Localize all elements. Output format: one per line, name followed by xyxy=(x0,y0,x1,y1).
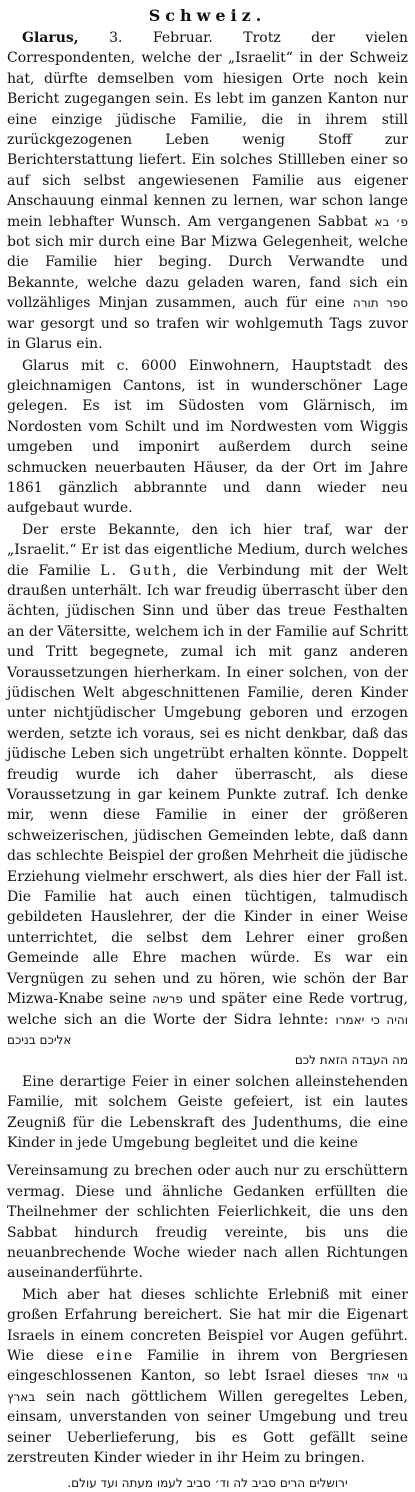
paragraph-5-text-c: sein nach göttlichem Willen geregeltes Leben, einsam, unverstanden von seiner Umgebung und treu seiner Ueberlieferung, bis es Gott gefällt seine zerstreuten Kinder wieder in ihr Heim zu bringen. xyxy=(7,1388,408,1467)
section-heading: Schweiz. xyxy=(148,6,267,25)
hebrew-word-parasha: פרשה xyxy=(152,992,183,1007)
closing-hebrew-verse: ירושלים הרים סביב לה וד׳ סביב לעמו מעתה ועד עולם. xyxy=(67,1476,348,1491)
paragraph-5-text-b: Familie in ihrem von Bergriesen eingeschlossenen Kanton, so lebt Israel dieses xyxy=(7,1348,408,1385)
paragraph-5 xyxy=(7,1285,408,1469)
paragraph-4: Eine derartige Feier in einer solchen alleinstehenden Familie, mit solchem Geiste gefeiert, ist ein lautes Zeugniß für die Lebenskraft des Judenthums, die eine Kinder in jede Umgebung begleitet und die keine xyxy=(7,1073,408,1151)
paragraph-3-text-c: und später eine Rede vortrug, welche sich an die Worte der Sidra lehnte: xyxy=(7,991,408,1028)
paragraph-3 xyxy=(7,520,408,1071)
paragraph-3-text-b: , die Verbindung mit der Welt draußen unterhält. Ich war freudig überrascht über den ächten, jüdischen Sinn und über das treue Festhalten an der Vätersitte, welchem ich in der Familie auf Schritt und Tritt begegnete, zumal ich mit ganz anderen Voraussetzungen hierherkam. In einer solchen, von der jüdischen Welt abgeschnittenen Familie, deren Kinder unter nichtjüdischer Umgebung geboren und erzogen werden, setzte ich voraus, sei es nicht denkbar, daß das jüdische Leben sich ungetrübt erhalten könnte. Doppelt freudig wurde ich daher überrascht, als diese Voraussetzung in gar keinem Punkte zutraf. Ich denke mir, wenn diese Familie in einer der größeren schweizerischen, jüdischen Gemeinden lebte, daß dann das schlechte Beispiel der großen Mehrheit die jüdische Erziehung vielmehr erschwert, als dies hier der Fall ist. Die Familie hat auch einen tüchtigen, talmudisch gebildeten Hauslehrer, der die Kinder in einer Weise unterrichtet, die selbst dem Lehrer einer großen Gemeinde alle Ehre machen würde. Es war ein Vergnügen zu sehen und zu hören, wie schön der Bar Mizwa-Knabe seine xyxy=(7,562,408,1008)
paragraph-1 xyxy=(7,28,408,355)
paragraph-1-text-a: 3. Februar. Trotz der vielen Correspondenten, welche der „Israelit“ in der Schweiz hat, dürfte demselben vom hiesigen Orte noch kein Bericht zugegangen sein. Es lebt im ganzen Kanton nur eine einzige jüdische Familie, die in ihrem still zurückgezogenen Leben wenig Stoff zur Berichterstattung liefert. Ein solches Stillleben einer so auf sich selbst angewiesenen Familie aus eigener Anschauung einmal kennen zu lernen, war schon lange mein lebhafter Wunsch. Am vergangenen Sabbat xyxy=(7,30,408,230)
dateline-place: Glarus, xyxy=(22,30,79,46)
hebrew-phrase-goy-echad: גוי אחד בארץ xyxy=(7,1369,409,1404)
hebrew-phrase-parsha: פ׳ בא xyxy=(374,214,408,229)
hebrew-quote-line-1: והיה כי יאמרו אליכם בניכם xyxy=(7,1012,408,1047)
hebrew-quote-line-2: מה העבדה הזאת לכם xyxy=(294,1053,408,1068)
paragraph-4-continued: Vereinsamung zu brechen oder auch nur zu erschüttern vermag. Diese und ähnliche Gedanken erfüllten die Theilnehmer der schlichten Feierlichkeit, die uns den Sabbat hindurch freudig vereinte, bis uns die neuanbrechende Woche wieder nach allen Richtungen auseinanderführte. xyxy=(7,1163,408,1282)
family-name: L. Guth xyxy=(100,562,173,579)
paragraph-1-text-b: bot sich mir durch eine Bar Mizwa Gelegenheit, welche die Familie hier beging. Durch Verwandte und Bekannte, welche dazu geladen waren, fand sich ein vollzähliges Minjan zusammen, auch für eine xyxy=(7,234,408,312)
paragraph-5-text-a: Mich aber hat dieses schlichte Erlebniß mit einer großen Erfahrung bereichert. Sie hat mir die Eigenart Israels in einem concreten Beispiel vor Augen geführt. Wie diese xyxy=(7,1286,408,1364)
paragraph-3-text-a: Der erste Bekannte, den ich hier traf, war der „Israelit.“ Er ist das eigentliche Medium, durch welches die Familie xyxy=(7,521,408,579)
paragraph-1-text-c: war gesorgt und so trafen wir wohlgemuth Tags zuvor in Glarus ein. xyxy=(7,315,408,353)
paragraph-2: Glarus mit c. 6000 Einwohnern, Hauptstadt des gleichnamigen Cantons, ist in wunderschöner Lage gelegen. Es ist im Südosten vom Glärnisch, im Nordosten vom Schilt und im Nordwesten vom Wiggis umgeben und imponirt außerdem durch seine schmucken neuerbauten Häuser, da der Ort im Jahre 1861 gänzlich abbrannte und dann wieder neu aufgebaut wurde. xyxy=(7,357,408,517)
emphasized-word: eine xyxy=(96,1348,135,1364)
hebrew-phrase-sefer-torah: ספר תורה xyxy=(352,296,409,311)
